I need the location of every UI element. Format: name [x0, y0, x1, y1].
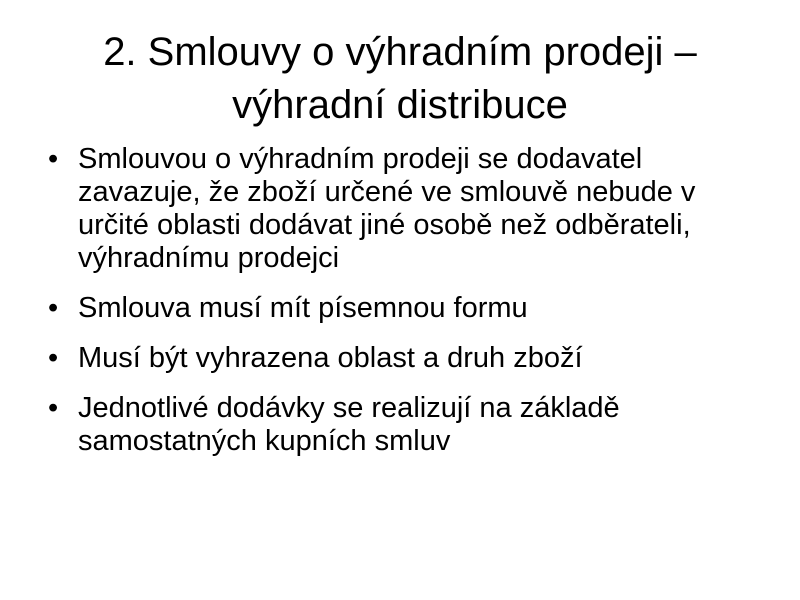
- bullet-item: [48, 342, 768, 375]
- bullet-icon: •: [48, 342, 59, 374]
- bullet-icon: •: [48, 292, 59, 324]
- bullet-text: Smlouva musí mít písemnou formu: [78, 292, 528, 324]
- bullet-text: Jednotlivé dodávky se realizují na základě samostatných kupních smluv: [78, 392, 620, 457]
- bullet-icon: •: [48, 143, 59, 175]
- bullet-icon: •: [48, 392, 59, 424]
- bullet-item: [48, 392, 768, 458]
- slide-title: 2. Smlouvy o výhradním prodeji – výhradní distribuce: [103, 30, 697, 127]
- bullet-text: Musí být vyhrazena oblast a druh zboží: [78, 342, 583, 374]
- bullet-item: [48, 292, 768, 325]
- bullet-list: [48, 143, 768, 475]
- bullet-text: Smlouvou o výhradním prodeji se dodavatel zavazuje, že zboží určené ve smlouvě nebude v určité oblasti dodávat jiné osobě než odběrateli, výhradnímu prodejci: [78, 143, 696, 274]
- bullet-item: [48, 143, 768, 275]
